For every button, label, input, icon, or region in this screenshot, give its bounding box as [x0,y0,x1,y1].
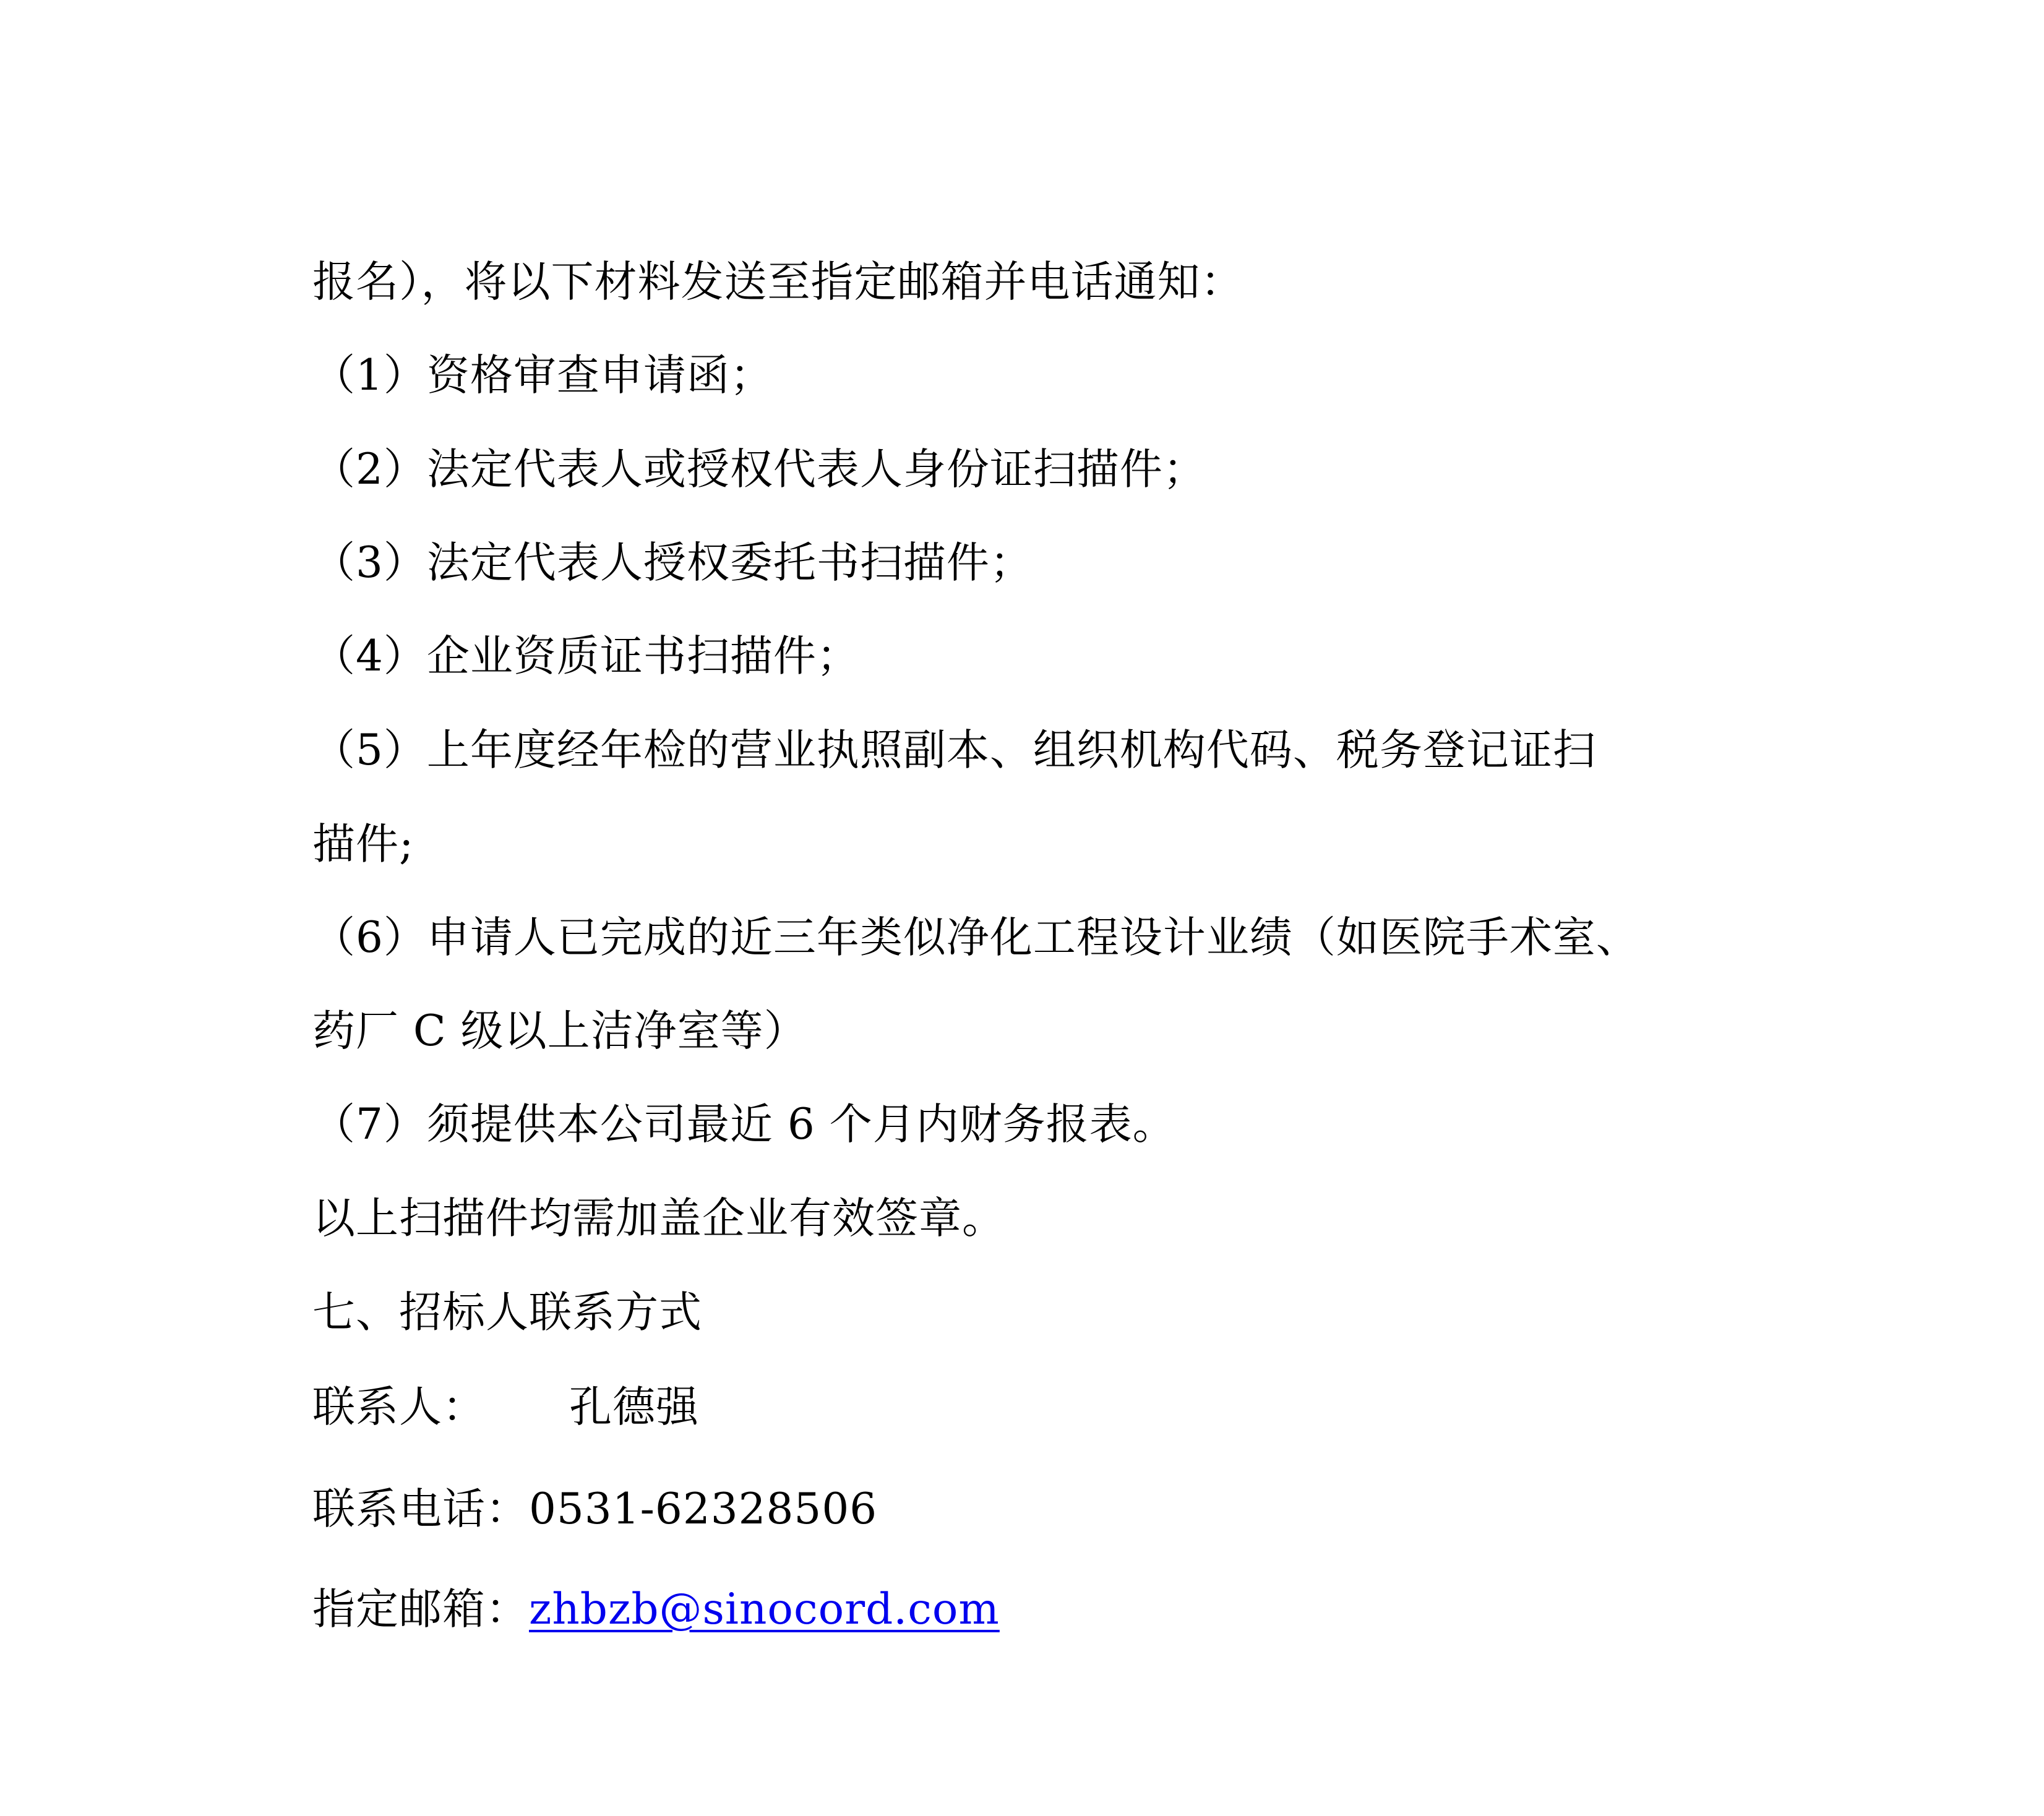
note-line: 以上扫描件均需加盖企业有效签章。 [312,1194,1005,1243]
intro-line: 报名），将以下材料发送至指定邮箱并电话通知： [312,257,1244,307]
contact-phone-label: 联系电话： [312,1484,529,1534]
contact-person-label: 联系人： [312,1382,486,1432]
list-item-2: （2）法定代表人或授权代表人身份证扫描件； [312,445,1206,494]
contact-person-row [312,1379,1550,1435]
contact-email-link[interactable]: zhbzb@sinocord.com [529,1585,1000,1634]
list-item-4: （4）企业资质证书扫描件； [312,632,860,681]
contact-email-label: 指定邮箱： [312,1585,529,1634]
list-item-3: （3）法定代表人授权委托书扫描件； [312,538,1033,588]
list-item-6: （6）申请人已完成的近三年类似净化工程设计业绩（如医院手术室、 [312,913,1639,962]
list-item-5: （5）上年度经年检的营业执照副本、组织机构代码、税务登记证扫 [312,726,1596,775]
contact-email-row [312,1582,1000,1637]
list-item-5-continued: 描件; [312,820,414,869]
contact-phone-value: 0531-62328506 [529,1484,878,1534]
section-title: 七、招标人联系方式 [312,1288,702,1337]
list-item-7: （7）须提供本公司最近 6 个月内财务报表。 [312,1100,1176,1149]
contact-person-name: 孔德强 [569,1382,699,1432]
contact-phone-row [312,1481,877,1537]
list-item-6-continued: 药厂 C 级以上洁净室等） [312,1006,807,1056]
list-item-1: （1）资格审查申请函； [312,351,773,400]
